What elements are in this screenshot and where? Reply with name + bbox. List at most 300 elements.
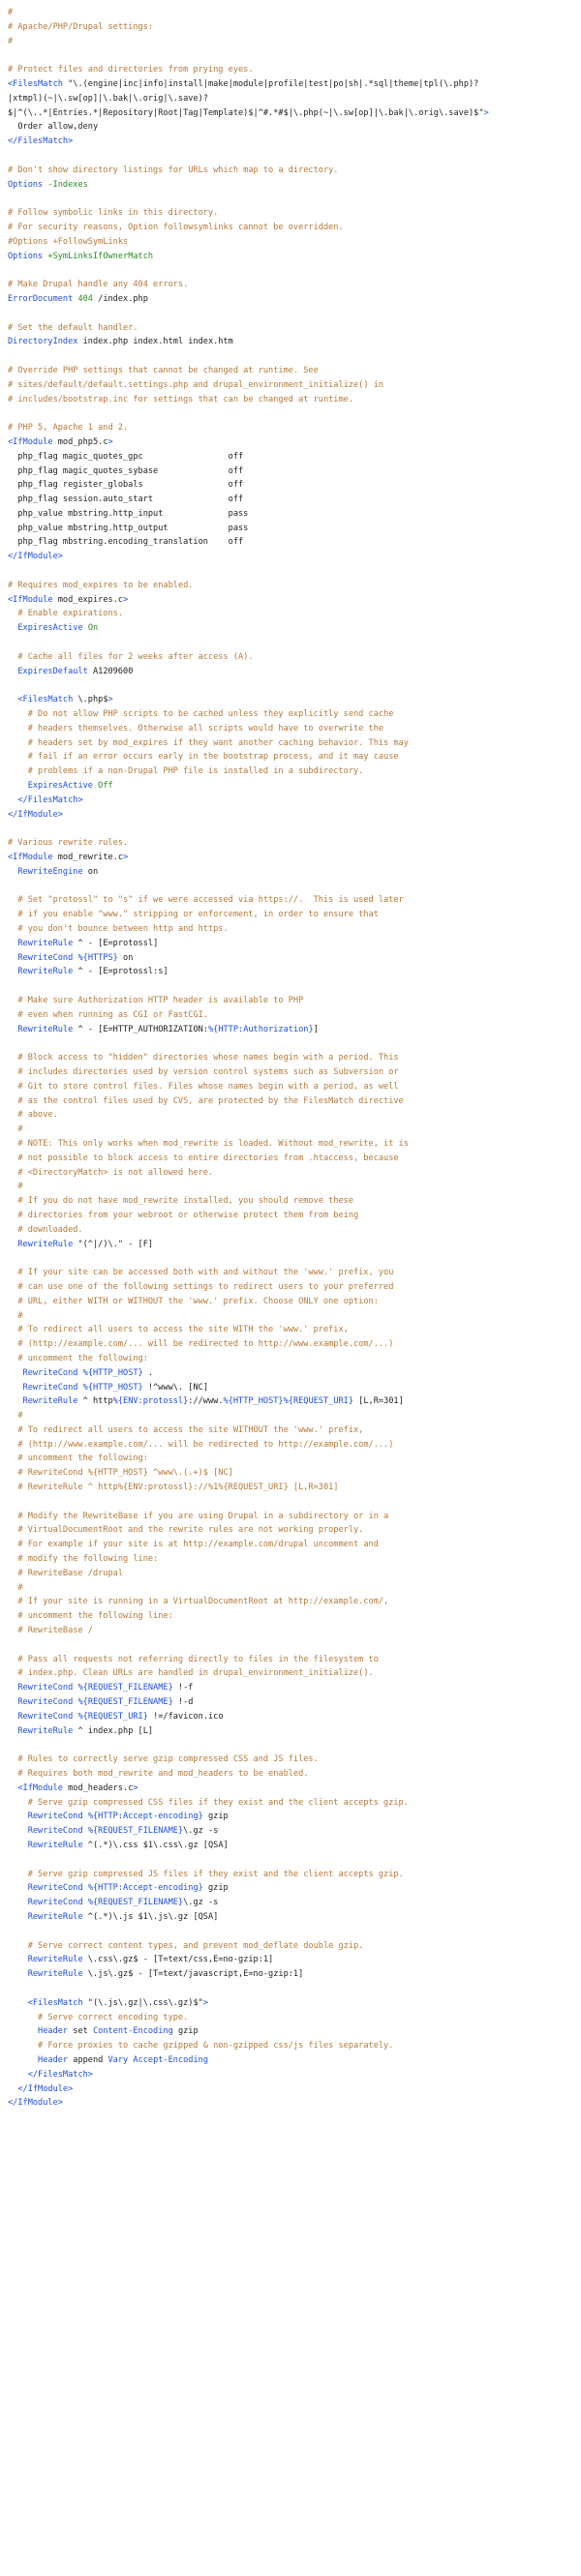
code-line <box>8 937 581 951</box>
code-token: Accept-Encoding <box>133 2054 208 2065</box>
code-token <box>8 2084 17 2094</box>
code-line <box>8 1366 581 1381</box>
code-line <box>8 48 581 63</box>
code-line <box>8 77 581 92</box>
code-token: %{REQUEST_FILENAME} <box>87 1826 184 1837</box>
code-token: %{ENV:protossl} <box>112 1396 189 1407</box>
code-line <box>8 1996 581 2011</box>
code-token: # RewriteRule ^ http%{ENV:protossl}://%1%{REQUEST_URI} [L,R=301] <box>8 1483 339 1493</box>
code-line <box>8 1752 581 1767</box>
code-token: # <box>8 1411 23 1422</box>
code-token: # headers set by mod_expires if they want another caching behavior. This may <box>8 737 409 748</box>
code-token <box>8 781 28 791</box>
code-token: ://www. <box>188 1396 224 1407</box>
code-token: # Follow symbolic links in this directory. <box>8 208 219 219</box>
code-token: %{HTTP_HOST} <box>82 1382 143 1393</box>
code-token: # headers themselves. Otherwise all scripts would have to overwrite the <box>8 723 384 734</box>
code-line <box>8 564 581 579</box>
code-line <box>8 493 581 507</box>
code-token: RewriteRule <box>27 1911 83 1922</box>
code-line <box>8 292 581 307</box>
code-line <box>8 1624 581 1638</box>
code-line <box>8 1510 581 1524</box>
code-token: # includes/bootstrap.inc for settings that can be changed at runtime. <box>8 394 353 404</box>
code-line <box>8 1881 581 1896</box>
code-token: # <box>8 8 14 17</box>
code-line <box>8 393 581 407</box>
code-token: # Pass all requests not referring directly to files in the filesystem to <box>8 1654 379 1664</box>
code-line <box>8 550 581 564</box>
code-token: <IfModule <box>8 436 53 447</box>
code-token: %{HTTP:Accept-encoding} <box>87 1812 203 1822</box>
code-line <box>8 149 581 164</box>
code-line <box>8 979 581 994</box>
code-token: # <box>8 1310 23 1321</box>
code-line <box>8 1681 581 1695</box>
code-token: # Override PHP settings that cannot be changed at runtime. See <box>8 365 319 375</box>
code-line <box>8 2024 581 2039</box>
code-token: +SymLinksIfOwnerMatch <box>47 251 154 261</box>
code-line <box>8 794 581 808</box>
code-token: # uncomment the following: <box>8 1453 148 1464</box>
code-token: ^ http <box>77 1396 113 1407</box>
code-line <box>8 1381 581 1395</box>
code-token: # If your site is running in a VirtualDocumentRoot at http://example.com/, <box>8 1597 389 1607</box>
code-token <box>8 1240 17 1249</box>
code-token: # Set "protossl" to "s" if we were accessed via https://. This is used later <box>8 895 404 906</box>
code-line <box>8 2082 581 2097</box>
code-line <box>8 1409 581 1423</box>
code-line <box>8 1523 581 1538</box>
code-token <box>8 1883 28 1893</box>
code-token <box>8 1712 17 1722</box>
code-token: # Serve gzip compressed CSS files if they exist and the client accepts gzip. <box>8 1797 409 1808</box>
code-token: # Set the default handler. <box>8 322 138 333</box>
code-token: # Force proxies to cache gzipped & non-gzipped css/js files separately. <box>8 2041 394 2052</box>
code-token: </FilesMatch> <box>17 794 83 805</box>
code-token: # VirtualDocumentRoot and the rewrite rules are not working properly. <box>8 1525 364 1536</box>
code-token: # (http://example.com/... will be redirected to http://www.example.com/...) <box>8 1339 394 1350</box>
code-token: RewriteCond <box>27 1883 83 1894</box>
code-line <box>8 522 581 536</box>
code-token: php_flag mbstring.encoding_translation off <box>8 537 244 548</box>
code-token: php_value mbstring.http_input pass <box>8 508 249 519</box>
code-token: gzip <box>172 2026 199 2037</box>
code-token: # even when running as CGI or FastCGI. <box>8 1009 208 1020</box>
code-line <box>8 607 581 621</box>
code-line <box>8 1925 581 1939</box>
code-token: # uncomment the following: <box>8 1353 148 1363</box>
code-token: <FilesMatch <box>17 695 74 705</box>
code-token: -Indexes <box>47 179 88 190</box>
code-token <box>8 1998 28 2008</box>
code-line <box>8 335 581 349</box>
code-token: # Git to store control files. Files whose names begin with a period, as well <box>8 1081 399 1092</box>
code-line <box>8 908 581 922</box>
code-line <box>8 1438 581 1453</box>
code-token: # RewriteBase /drupal <box>8 1568 123 1578</box>
code-token: > <box>107 436 113 447</box>
code-line <box>8 278 581 292</box>
code-line <box>8 722 581 736</box>
code-token: </FilesMatch> <box>27 2069 93 2080</box>
code-line <box>8 1896 581 1910</box>
code-token <box>8 1898 28 1907</box>
code-token: RewriteCond <box>27 1898 83 1908</box>
code-token: "(\.js\.gz|\.css\.gz)$" <box>82 1997 203 2008</box>
code-line <box>8 1767 581 1782</box>
code-token: mod_expires.c <box>52 594 124 605</box>
code-token: Order allow,deny <box>8 122 99 133</box>
code-line <box>8 808 581 823</box>
code-line <box>8 650 581 665</box>
code-token <box>8 1912 28 1922</box>
code-line <box>8 321 581 336</box>
code-token: </FilesMatch> <box>8 136 74 147</box>
code-token: # Block access to "hidden" directories whose names begin with a period. This <box>8 1053 399 1063</box>
code-token: !=/favicon.ico <box>147 1711 224 1722</box>
code-token: # <box>8 36 14 46</box>
code-token <box>8 1812 28 1821</box>
code-token: RewriteCond <box>17 1697 74 1708</box>
code-token: %{REQUEST_FILENAME} <box>77 1697 173 1708</box>
code-line <box>8 822 581 836</box>
code-token: # Serve correct content types, and prevent mod_deflate double gzip. <box>8 1940 364 1951</box>
code-token: %{HTTP:Accept-encoding} <box>87 1883 203 1894</box>
code-token: # Apache/PHP/Drupal settings: <box>8 21 154 32</box>
code-token: ^ - [E=protossl] <box>73 938 159 948</box>
code-token: RewriteEngine <box>17 866 83 877</box>
code-line <box>8 450 581 464</box>
code-token <box>8 967 17 976</box>
code-token: # Serve correct encoding type. <box>8 2012 189 2022</box>
code-token: # Protect files and directories from prying eyes. <box>8 65 254 75</box>
code-line <box>8 707 581 722</box>
code-token: RewriteRule <box>27 1955 83 1965</box>
code-line <box>8 1023 581 1037</box>
code-line <box>8 2096 581 2111</box>
code-token: # URL, either WITH or WITHOUT the 'www.' prefix. Choose ONLY one option: <box>8 1296 379 1306</box>
code-line <box>8 1251 581 1266</box>
code-token: ^(.*)\.css $1\.css\.gz [QSA] <box>82 1841 229 1850</box>
code-token: # sites/default/default.settings.php and drupal_environment_initialize() in <box>8 379 384 390</box>
code-token: \.gz -s <box>183 1826 219 1837</box>
code-line <box>8 621 581 636</box>
code-token: Off <box>98 781 113 792</box>
code-token: # Modify the RewriteBase if you are using Drupal in a subdirectory or in a <box>8 1511 389 1521</box>
code-token: </IfModule> <box>8 552 63 562</box>
code-token: # <box>8 1124 23 1135</box>
code-token: !^www\. [NC] <box>142 1382 208 1393</box>
code-token: # Cache all files for 2 weeks after access (A). <box>8 651 254 662</box>
code-line <box>8 1982 581 1996</box>
code-token: # fail if an error occurs early in the bootstrap process, and it may cause <box>8 752 399 763</box>
code-line <box>8 1123 581 1137</box>
code-token: > <box>123 853 129 863</box>
code-line <box>8 1180 581 1194</box>
code-line <box>8 92 581 106</box>
code-line <box>8 865 581 880</box>
code-token: %{REQUEST_FILENAME} <box>87 1898 184 1908</box>
code-token: index.php index.html index.htm <box>77 337 233 347</box>
code-line <box>8 178 581 193</box>
code-token: gzip <box>202 1883 229 1894</box>
code-token: [L,R=301] <box>353 1396 404 1407</box>
code-token: > <box>123 594 129 605</box>
code-line <box>8 1953 581 1967</box>
code-token: "\.(engine|inc|info|install|make|module|profile|test|po|sh|.*sql|theme|tpl(\.php)? <box>62 78 479 89</box>
code-token <box>8 1726 17 1736</box>
code-token <box>8 1826 28 1836</box>
code-line <box>8 1552 581 1567</box>
code-token: ^ - [E=HTTP_AUTHORIZATION: <box>73 1024 208 1034</box>
code-line <box>8 1481 581 1495</box>
code-token: RewriteRule <box>17 1239 74 1249</box>
code-token: Options <box>8 179 44 190</box>
code-line <box>8 1710 581 1724</box>
code-token: # downloaded. <box>8 1224 83 1235</box>
code-token: # Make sure Authorization HTTP header is available to PHP <box>8 995 304 1005</box>
code-line <box>8 965 581 979</box>
code-token: RewriteCond <box>27 1812 83 1822</box>
code-line <box>8 1666 581 1681</box>
code-token <box>8 1396 23 1406</box>
code-token: # can use one of the following settings to redirect users to your preferred <box>8 1281 394 1292</box>
code-line <box>8 593 581 608</box>
code-line <box>8 1295 581 1309</box>
code-token: RewriteRule <box>17 938 74 948</box>
code-token: # uncomment the following line: <box>8 1611 173 1622</box>
code-line <box>8 349 581 364</box>
code-token: "(^|/)\." - [F] <box>73 1239 154 1249</box>
code-token: php_value mbstring.http_output pass <box>8 523 249 533</box>
code-token <box>8 623 17 633</box>
code-token: DirectoryIndex <box>8 337 78 347</box>
code-token: On <box>87 623 99 634</box>
code-line <box>8 1094 581 1109</box>
code-token: RewriteCond <box>17 1683 74 1693</box>
code-line <box>8 1653 581 1667</box>
code-token: php_flag register_globals off <box>8 480 244 491</box>
code-token <box>8 1697 17 1707</box>
code-token: %{REQUEST_URI} <box>283 1396 354 1407</box>
code-token <box>8 1969 28 1979</box>
code-line <box>8 250 581 264</box>
code-line <box>8 678 581 693</box>
code-line <box>8 1323 581 1337</box>
code-token: # Don't show directory listings for URLs which map to a directory. <box>8 165 339 175</box>
code-token: # modify the following line: <box>8 1554 159 1565</box>
code-token: ^(.*)\.js $1\.js\.gz [QSA] <box>82 1911 219 1922</box>
code-token: # you don't bounce between http and https. <box>8 924 229 934</box>
code-token: php_flag magic_quotes_gpc off <box>8 451 244 462</box>
code-token: Header <box>38 2054 69 2065</box>
code-token <box>8 1683 17 1692</box>
code-token: # not possible to block access to entire directories from .htaccess, because <box>8 1153 399 1163</box>
code-line <box>8 1868 581 1882</box>
code-line <box>8 1782 581 1796</box>
code-line <box>8 478 581 493</box>
code-token <box>8 695 17 704</box>
code-token: # Requires both mod_rewrite and mod_headers to be enabled. <box>8 1769 309 1780</box>
code-line <box>8 535 581 550</box>
code-line <box>8 364 581 378</box>
code-token: on <box>117 952 134 963</box>
code-token: php_flag session.auto_start off <box>8 494 244 505</box>
code-token <box>8 667 17 676</box>
code-line <box>8 836 581 851</box>
code-token: %{REQUEST_FILENAME} <box>77 1683 173 1693</box>
code-token: Vary <box>107 2054 129 2065</box>
code-token <box>8 1383 23 1393</box>
code-token: # index.php. Clean URLs are handled in drupal_environment_initialize(). <box>8 1668 374 1679</box>
code-line <box>8 922 581 937</box>
code-line <box>8 665 581 679</box>
code-line <box>8 2011 581 2025</box>
code-line <box>8 1080 581 1094</box>
code-line <box>8 1309 581 1324</box>
code-line <box>8 1538 581 1552</box>
code-line <box>8 1051 581 1065</box>
code-line <box>8 951 581 966</box>
code-line <box>8 880 581 894</box>
code-line <box>8 1839 581 1853</box>
code-line <box>8 1065 581 1080</box>
code-token: # above. <box>8 1110 58 1121</box>
code-token <box>8 1841 28 1850</box>
code-token: %{HTTP_HOST} <box>223 1396 284 1407</box>
code-token: RewriteCond <box>27 1826 83 1837</box>
code-line <box>8 421 581 435</box>
code-line <box>8 1394 581 1409</box>
code-line <box>8 1152 581 1166</box>
code-token: RewriteRule <box>22 1396 78 1407</box>
code-token: ExpiresActive <box>27 781 93 792</box>
code-token: A1209600 <box>87 666 134 676</box>
code-line <box>8 579 581 593</box>
code-line <box>8 507 581 522</box>
code-token: # <box>8 1182 23 1192</box>
code-token: # If your site can be accessed both with and without the 'www.' prefix, you <box>8 1268 394 1278</box>
code-line <box>8 1137 581 1152</box>
code-token: \.php$ <box>73 695 108 705</box>
code-line <box>8 164 581 178</box>
code-line <box>8 1352 581 1366</box>
code-line <box>8 1466 581 1481</box>
code-line <box>8 1223 581 1238</box>
code-token: <IfModule <box>8 853 53 863</box>
code-token: # directories from your webroot or otherwise protect them from being <box>8 1210 359 1220</box>
code-line <box>8 1724 581 1739</box>
code-token: /index.php <box>92 293 148 304</box>
code-token <box>8 1025 17 1034</box>
code-token: %{HTTPS} <box>77 952 118 963</box>
code-line <box>8 1595 581 1609</box>
code-token: RewriteCond <box>22 1367 78 1378</box>
code-token: # Enable expirations. <box>8 609 123 619</box>
code-token: # RewriteCond %{HTTP_HOST} ^www\.(.+)$ [NC] <box>8 1468 233 1479</box>
code-token <box>8 2070 28 2080</box>
code-token: # Rules to correctly serve gzip compressed CSS and JS files. <box>8 1754 319 1765</box>
code-line <box>8 1609 581 1624</box>
code-token: Content-Encoding <box>92 2026 173 2037</box>
code-line <box>8 1581 581 1596</box>
code-token: !-d <box>172 1697 194 1708</box>
code-line <box>8 263 581 278</box>
code-line <box>8 636 581 650</box>
code-line <box>8 1036 581 1051</box>
code-token <box>8 1368 23 1378</box>
code-token: # Serve gzip compressed JS files if they exist and the client accepts gzip. <box>8 1869 404 1879</box>
code-line <box>8 63 581 77</box>
code-token: %{HTTP_HOST} <box>82 1367 143 1378</box>
code-token: #Options +FollowSymLinks <box>8 236 129 247</box>
code-line <box>8 1796 581 1811</box>
code-token: # <box>8 1582 23 1593</box>
code-token: <FilesMatch <box>27 1997 83 2008</box>
code-line <box>8 35 581 49</box>
code-line <box>8 1166 581 1181</box>
code-line <box>8 192 581 206</box>
code-line <box>8 1910 581 1925</box>
code-token <box>8 867 17 877</box>
code-token: mod_rewrite.c <box>52 853 124 863</box>
code-token: </IfModule> <box>8 2098 63 2109</box>
code-line <box>8 106 581 121</box>
code-token: mod_php5.c <box>52 436 108 447</box>
code-line <box>8 1939 581 1954</box>
code-token: %{HTTP:Authorization} <box>207 1024 314 1034</box>
code-token: Options <box>8 251 44 261</box>
code-line <box>8 764 581 779</box>
code-line <box>8 2068 581 2082</box>
code-line <box>8 435 581 450</box>
code-line <box>8 221 581 235</box>
code-line <box>8 1108 581 1123</box>
code-line <box>8 1853 581 1868</box>
code-line <box>8 1810 581 1824</box>
code-token: # If you do not have mod_rewrite installed, you should remove these <box>8 1196 353 1207</box>
code-line <box>8 206 581 221</box>
code-token: # Do not allow PHP scripts to be cached unless they explicitly send cache <box>8 709 394 720</box>
code-token: RewriteRule <box>27 1841 83 1850</box>
code-token: ] <box>313 1024 319 1034</box>
code-token: Header <box>38 2026 69 2037</box>
code-line <box>8 464 581 479</box>
code-token: # To redirect all users to access the site WITH the 'www.' prefix, <box>8 1325 349 1335</box>
code-line <box>8 1638 581 1653</box>
code-token: # RewriteBase / <box>8 1626 93 1636</box>
code-token: RewriteRule <box>17 967 74 977</box>
code-line <box>8 1452 581 1466</box>
code-line <box>8 736 581 751</box>
code-line <box>8 120 581 135</box>
code-line <box>8 893 581 908</box>
code-token: # if you enable "www." stripping or enforcement, in order to ensure that <box>8 910 379 920</box>
code-token: mod_headers.c <box>62 1782 134 1793</box>
code-token: # Requires mod_expires to be enabled. <box>8 580 194 590</box>
code-token: |xtmpl)(~|\.sw[op]|\.bak|\.orig|\.save)? <box>8 93 208 104</box>
code-line <box>8 851 581 865</box>
code-line <box>8 1266 581 1280</box>
code-line <box>8 1337 581 1352</box>
code-token: ExpiresDefault <box>17 666 88 676</box>
code-token: RewriteCond <box>22 1382 78 1393</box>
code-token: $|^(\..*|Entries.*|Repository|Root|Tag|Template)$|^#.*#$|\.php(~|\.sw[op]|\.bak|\.orig\.save)$" <box>8 107 484 118</box>
code-token: gzip <box>202 1812 229 1822</box>
code-token: </IfModule> <box>17 2083 74 2094</box>
code-token: append <box>68 2054 108 2065</box>
